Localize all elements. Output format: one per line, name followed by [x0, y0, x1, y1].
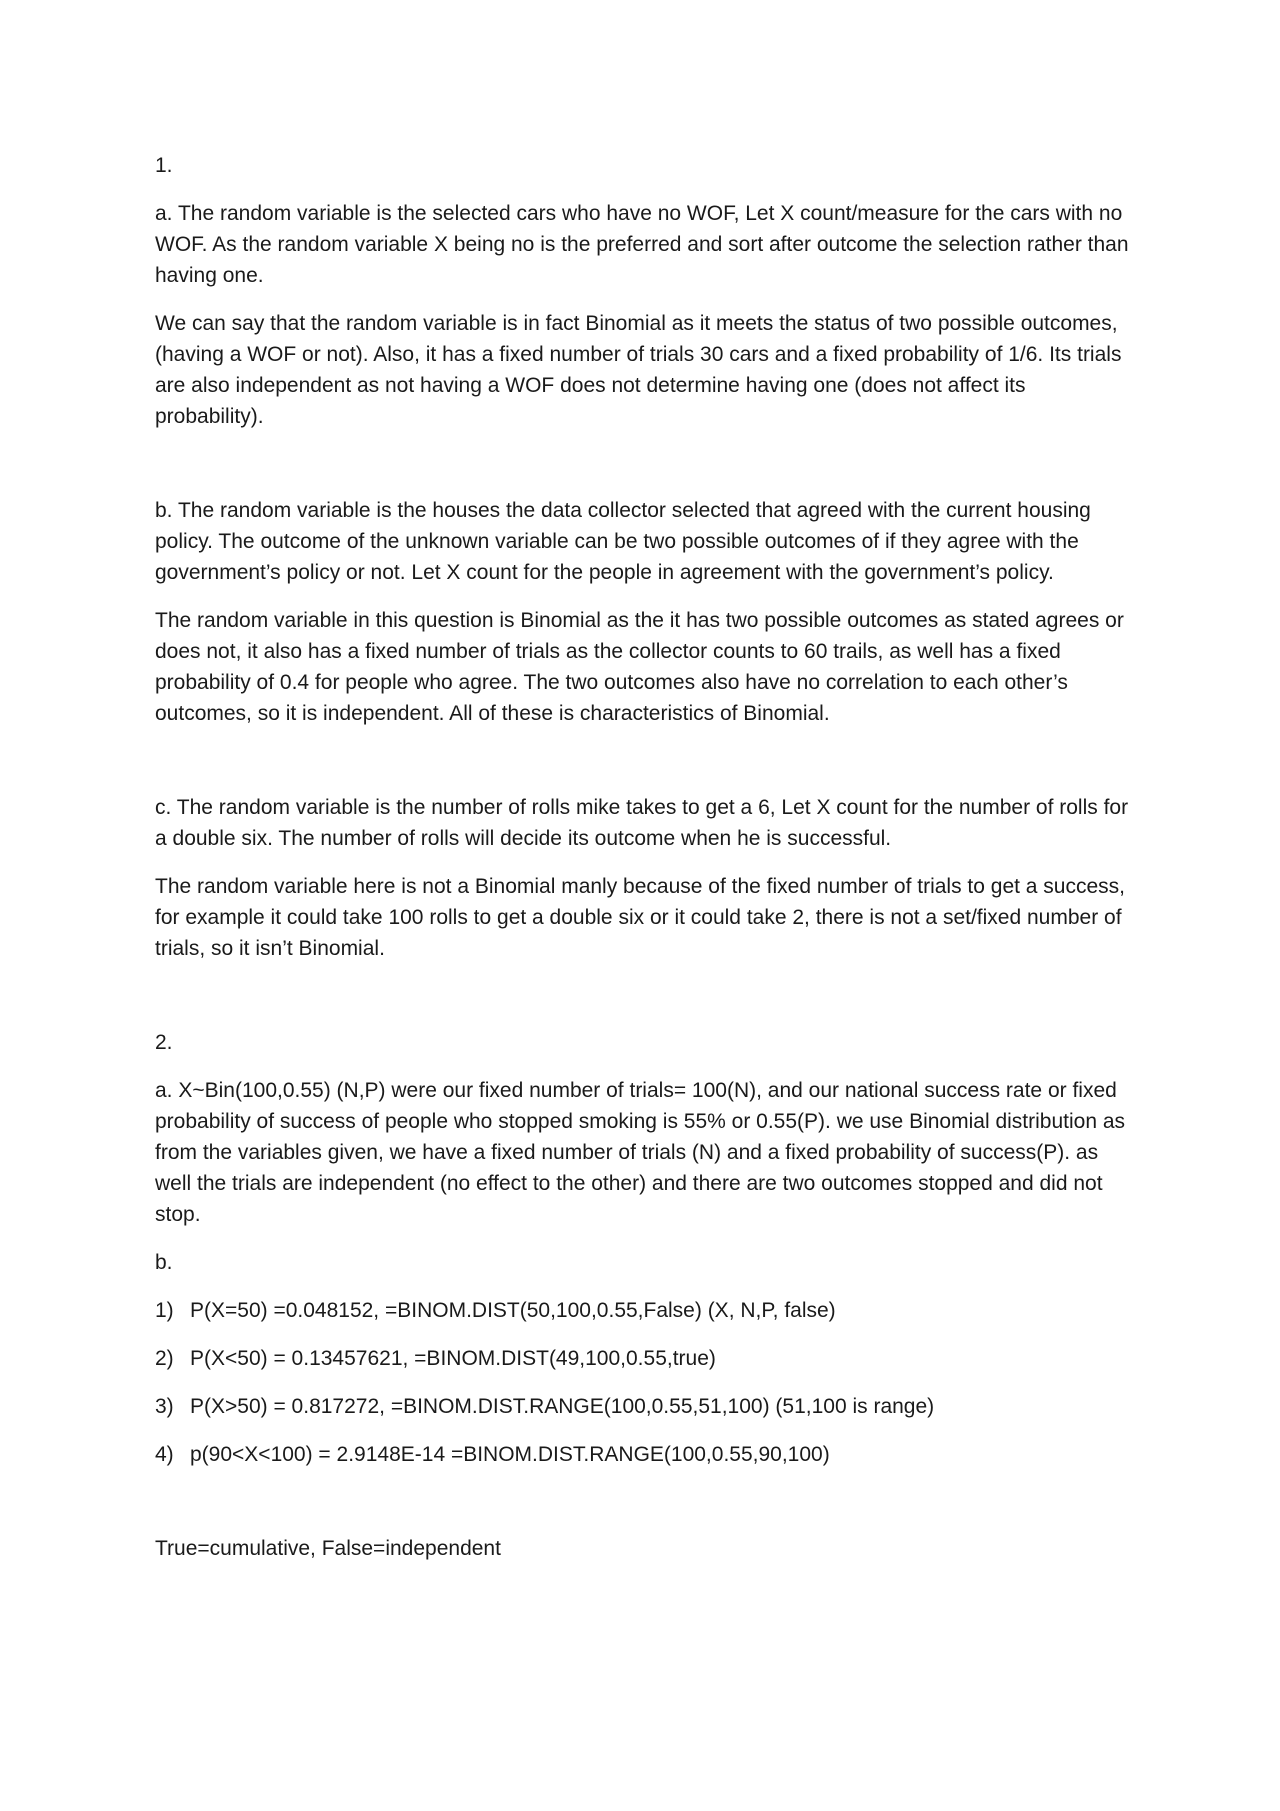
list-item [155, 1439, 1135, 1470]
list-item-text: P(X>50) = 0.817272, =BINOM.DIST.RANGE(100,0.55,51,100) (51,100 is range) [190, 1395, 935, 1418]
list-item-number: 2) [155, 1347, 174, 1370]
document-page [155, 150, 1135, 1564]
q2b-answer-list [155, 1295, 1135, 1470]
list-item-text: p(90<X<100) = 2.9148E-14 =BINOM.DIST.RANGE(100,0.55,90,100) [190, 1443, 830, 1466]
q1b-paragraph-2: The random variable in this question is Binomial as the it has two possible outcomes as stated agrees or does not, it also has a fixed number of trials as the collector counts to 60 trails, as well has a fixed probability of 0.4 for people who agree. The two outcomes also have no correlation to each other’s outcomes, so it is independent. All of these is characteristics of Binomial. [155, 609, 1124, 725]
q1a-paragraph-2: We can say that the random variable is in fact Binomial as it meets the status of two possible outcomes, (having a WOF or not). Also, it has a fixed number of trials 30 cars and a fixed probability of 1/6. Its trials are also independent as not having a WOF does not determine having one (does not affect its probability). [155, 312, 1122, 428]
q2b-label: b. [155, 1251, 173, 1274]
q2a-paragraph: a. X~Bin(100,0.55) (N,P) were our fixed number of trials= 100(N), and our national success rate or fixed probability of success of people who stopped smoking is 55% or 0.55(P). we use Binomial distribution as from the variables given, we have a fixed number of trials (N) and a fixed probability of success(P). as well the trials are independent (no effect to the other) and there are two outcomes stopped and did not stop. [155, 1079, 1126, 1226]
list-item [155, 1295, 1135, 1326]
question-2-heading: 2. [155, 1031, 173, 1054]
list-item-number: 4) [155, 1443, 174, 1466]
footnote: True=cumulative, False=independent [155, 1537, 501, 1560]
q1a-paragraph-1: a. The random variable is the selected cars who have no WOF, Let X count/measure for the cars with no WOF. As the random variable X being no is the preferred and sort after outcome the selection rather than having one. [155, 202, 1129, 287]
list-item-number: 1) [155, 1299, 174, 1322]
list-item-text: P(X=50) =0.048152, =BINOM.DIST(50,100,0.55,False) (X, N,P, false) [190, 1299, 836, 1322]
list-item-number: 3) [155, 1395, 174, 1418]
q1c-paragraph-1: c. The random variable is the number of rolls mike takes to get a 6, Let X count for the number of rolls for a double six. The number of rolls will decide its outcome when he is successful. [155, 796, 1129, 850]
list-item [155, 1343, 1135, 1374]
list-item-text: P(X<50) = 0.13457621, =BINOM.DIST(49,100,0.55,true) [190, 1347, 716, 1370]
q1b-paragraph-1: b. The random variable is the houses the data collector selected that agreed with the current housing policy. The outcome of the unknown variable can be two possible outcomes of if they agree with the government’s policy or not. Let X count for the people in agreement with the government’s policy. [155, 499, 1091, 584]
q1c-paragraph-2: The random variable here is not a Binomial manly because of the fixed number of trials to get a success, for example it could take 100 rolls to get a double six or it could take 2, there is not a set/fixed number of trials, so it isn’t Binomial. [155, 875, 1125, 960]
question-1-heading: 1. [155, 154, 173, 177]
list-item [155, 1391, 1135, 1422]
